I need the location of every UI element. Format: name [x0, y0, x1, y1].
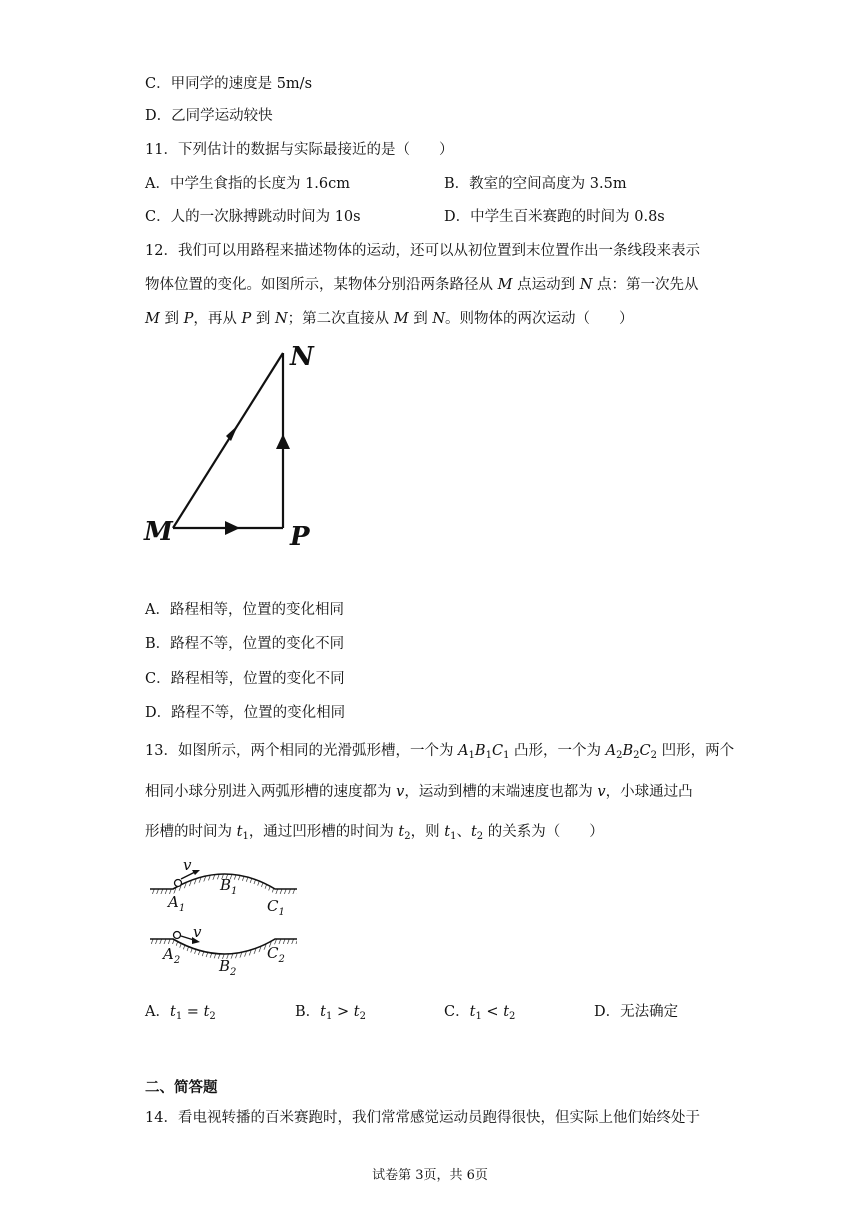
svg-text:v: v	[183, 856, 192, 874]
q11-stem: 11．下列估计的数据与实际最接近的是（ ）	[145, 142, 454, 158]
q11-option-c: C．人的一次脉搏跳动时间为 10s	[145, 209, 361, 225]
q12-option-b: B．路程不等，位置的变化不同	[145, 636, 345, 652]
q10-option-d: D．乙同学运动较快	[145, 108, 273, 124]
q13-stem-line2: 相同小球分别进入两弧形槽的速度都为 v，运动到槽的末端速度也都为 v，小球通过凸	[145, 784, 693, 800]
q13-option-c: C．$t_1 < t_2$	[444, 1004, 516, 1022]
section-title: 二、简答题	[145, 1080, 218, 1096]
q13-groove-diagram	[145, 855, 305, 985]
q11-option-d: D．中学生百米赛跑的时间为 0.8s	[444, 209, 665, 225]
q11-option-a: A．中学生食指的长度为 1.6cm	[145, 176, 351, 192]
q10-option-c: C．甲同学的速度是 5m/s	[145, 76, 313, 92]
path-m-to-n	[173, 353, 283, 528]
q12-stem-line2: 物体位置的变化。如图所示，某物体分别沿两条路径从 M 点运动到 N 点：第一次先从	[145, 277, 699, 293]
q13-option-d: D．无法确定	[594, 1004, 679, 1020]
svg-text:C2: $C_2$	[267, 944, 285, 965]
q13-option-b: B．$t_1 > t_2$	[295, 1004, 366, 1022]
ball-2	[174, 932, 181, 939]
q13-option-a: A．$t_1 = t_2$	[145, 1004, 216, 1022]
q11-option-b: B．教室的空间高度为 3.5m	[444, 176, 627, 192]
label-p: P	[290, 522, 310, 552]
q12-option-d: D．路程不等，位置的变化相同	[145, 705, 346, 721]
q12-stem-line3: M 到 P，再从 P 到 N；第二次直接从 M 到 N。则物体的两次运动（ ）	[145, 311, 634, 327]
q13-stem-line3: 形槽的时间为 $t_1$，通过凹形槽的时间为 $t_2$，则 $t_1$、$t_2$ 的关系为（ ）	[145, 824, 604, 842]
q12-path-diagram	[140, 335, 330, 555]
svg-text:A1: $A_1$	[168, 893, 186, 914]
arrow-p-to-n	[276, 434, 290, 449]
svg-text:v: v	[193, 923, 202, 941]
q13-stem-line1: 13．如图所示，两个相同的光滑弧形槽，一个为 $A_1B_1C_1$ 凸形，一个为 $A_2B_2C_2$ 凹形，两个	[145, 743, 735, 761]
svg-text:B1: $B_1$	[220, 876, 238, 897]
label-m: M	[144, 517, 173, 547]
arrow-m-to-n	[226, 425, 238, 441]
q12-option-a: A．路程相等，位置的变化相同	[145, 602, 344, 618]
q12-option-c: C．路程相等，位置的变化不同	[145, 671, 345, 687]
svg-text:C1: $C_1$	[267, 897, 285, 918]
page-footer: 试卷第 3页，共 6页	[372, 1168, 488, 1183]
q14-stem-line1: 14．看电视转播的百米赛跑时，我们常常感觉运动员跑得很快，但实际上他们始终处于	[145, 1110, 700, 1126]
ball-1	[175, 880, 182, 887]
svg-text:A2: $A_2$	[163, 945, 181, 966]
arrow-m-to-p	[225, 521, 240, 535]
q12-stem-line1: 12．我们可以用路程来描述物体的运动，还可以从初位置到末位置作出一条线段来表示	[145, 243, 700, 259]
svg-text:B2: $B_2$	[219, 957, 237, 978]
label-n: N	[290, 342, 314, 372]
